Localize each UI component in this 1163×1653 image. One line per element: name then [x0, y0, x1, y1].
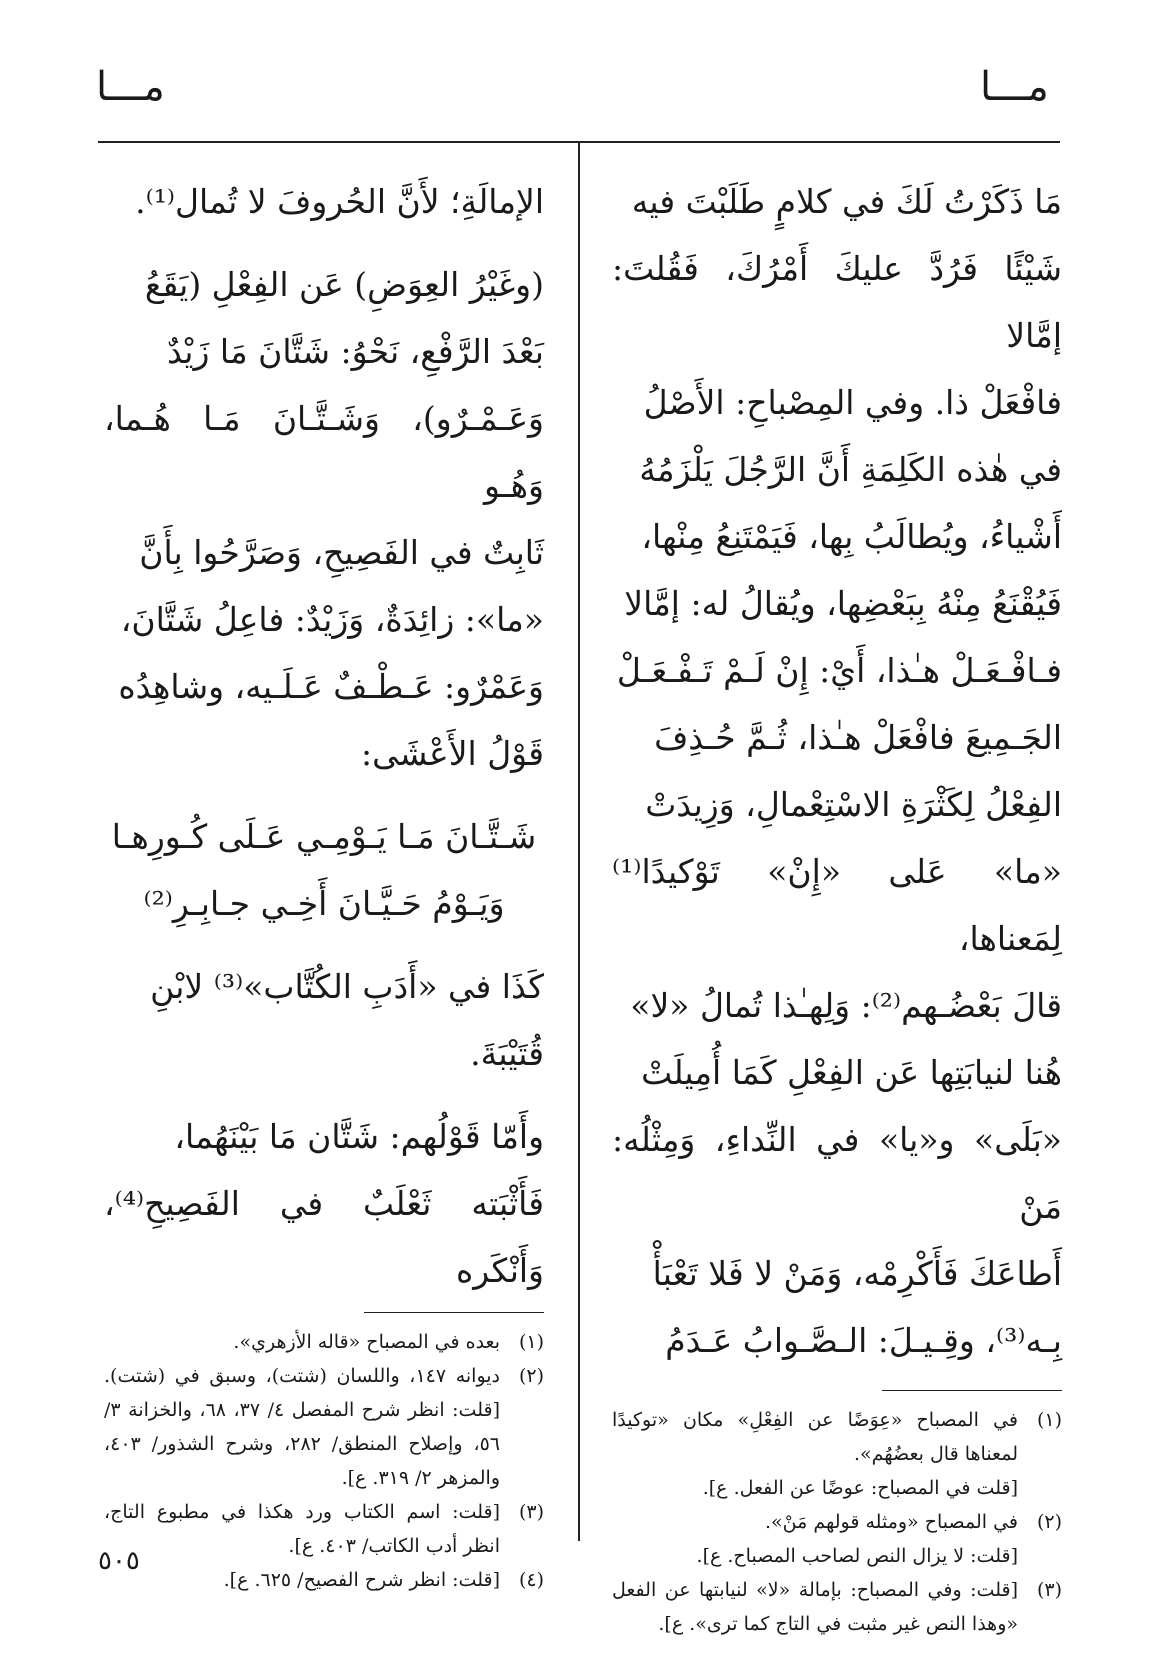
right-footnotes: [612, 1403, 1062, 1641]
text-line: «ما» عَلى «إِنْ» تَوْكيدًا⁽¹⁾ لِمَعناها،: [612, 852, 1062, 958]
text-line: أَشْياءُ، ويُطالَبُ بِها، فَيَمْتَنِعُ مِنْها،: [641, 517, 1062, 556]
footnote: [612, 1403, 1062, 1471]
footnote-rule: [882, 1390, 1062, 1391]
left-footnotes: [104, 1325, 544, 1597]
text-line: قُتَيْبَةَ.: [470, 1034, 544, 1073]
text-line: فَيُقْنَعُ مِنْهُ بِبَعْضِها، ويُقالُ له: إمَّالا: [624, 584, 1062, 623]
footnote-number: (٢): [518, 1365, 544, 1387]
footnote-text: [قلت في المصباح: عوضًا عن الفعل. ع].: [702, 1477, 1018, 1499]
text-line: الفِعْلُ لِكَثْرَةِ الاسْتِعْمالِ، وَزِيدَتْ: [645, 785, 1062, 824]
footnote-text: [قلت: وفي المصباح: بإمالة «لا» لنيابتها عن الفعل «وهذا النص غير مثبت في التاج كما ترى». ع].: [612, 1579, 1018, 1635]
footnote-number: [1018, 1539, 1062, 1573]
footnote-text: بعده في المصباح «قاله الأزهري».: [233, 1331, 500, 1353]
footnote-text: في المصباح «عِوَضًا عن الفِعْلِ» مكان «توكيدًا لمعناها قال بعضُهُم».: [612, 1409, 1018, 1465]
text-line: فَأَثْبَته ثَعْلَبٌ في الفَصِيحِ⁽⁴⁾، وَأَنْكَره: [104, 1184, 544, 1290]
footnote-number: (٣): [518, 1501, 544, 1523]
column-divider: [578, 141, 580, 1541]
footnote: [104, 1325, 544, 1359]
page-number: ٥٠٥: [98, 1546, 140, 1576]
text-line: هُنا لنيابَتِها عَن الفِعْلِ كَمَا أُمِيلَتْ: [641, 1053, 1062, 1092]
text-line: وَعَـمْـرٌو)، وَشَـتَّـانَ مَـا هُـما، وَهُـو: [104, 399, 544, 505]
text-line: ثَابِتٌ في الفَصِيحِ، وَصَرَّحُوا بِأَنَّ: [139, 533, 544, 572]
running-header-left: مـــا: [96, 64, 165, 110]
footnote: [104, 1495, 544, 1563]
text-line: في هٰذه الكَلِمَةِ أَنَّ الرَّجُلَ يَلْزَمُهُ: [639, 450, 1062, 489]
footnote: [104, 1359, 544, 1495]
verse-line: وَيَـوْمُ حَـيَّـانَ أَخِـي جـابِـرِ⁽²⁾: [143, 884, 505, 923]
text-line: قالَ بَعْضُـهم⁽²⁾: وَلِهـٰذا تُمالُ «لا»: [630, 986, 1062, 1025]
text-line: الجَـمِيعَ فافْعَلْ هـٰذا، ثُـمَّ حُـذِفَ: [654, 718, 1062, 757]
text-line: بِـه⁽³⁾، وقِـيـلَ: الـصَّـوابُ عَـدَمُ: [665, 1321, 1062, 1360]
right-column-text: [612, 168, 1062, 1374]
text-line: وَعَمْرٌو: عَـطْـفٌ عَـلَـيه، وشاهِدُه: [118, 667, 544, 706]
footnote: [104, 1563, 544, 1597]
text-line: فـافْـعَـلْ هـٰذا، أَيْ: إِنْ لَـمْ تَـفْـعَـلْ: [616, 651, 1062, 690]
footnote-text: [قلت: انظر شرح الفصيح/ ٦٢٥. ع].: [223, 1569, 500, 1591]
text-line: وأَمّا قَوْلُهم: شَتَّان مَا بَيْنَهُما،: [174, 1117, 544, 1156]
text-line: أَطاعَكَ فَأَكْرِمْه، وَمَنْ لا فَلا تَعْبَأْ: [652, 1254, 1062, 1293]
text-line: الإمالَةِ؛ لأَنَّ الحُروفَ لا تُمال⁽¹⁾.: [135, 182, 544, 221]
text-line: قَوْلُ الأَعْشَى:: [360, 734, 544, 773]
text-line: «بَلَى» و«يا» في النِّداءِ، وَمِثْلُه: مَنْ: [612, 1120, 1062, 1226]
running-header-right: مـــا: [980, 64, 1049, 110]
text-line: كَذَا في «أَدَبِ الكُتَّاب»⁽³⁾ لابْنِ: [150, 967, 544, 1006]
footnote: [612, 1539, 1062, 1573]
footnote-number: [1018, 1471, 1062, 1505]
footnote-number: (٤): [518, 1569, 544, 1591]
footnote-number: (٢): [1036, 1511, 1062, 1533]
footnote-text: [قلت: اسم الكتاب ورد هكذا في مطبوع التاج، انظر أدب الكاتب/ ٤٠٣. ع].: [104, 1501, 500, 1557]
text-line: فافْعَلْ ذا. وفي المِصْباحِ: الأَصْلُ: [643, 383, 1062, 422]
footnote-text: ديوانه ١٤٧، واللسان (شتت)، وسبق في (شتت). [قلت: انظر شرح المفصل ٤/ ٣٧، ٦٨، والخزانة ٣/ ٥٦، وإصلاح المنطق/ ٢٨٢، وشرح الشذور/ ٤٠٣، والمزهر ٢/ ٣١٩. ع].: [104, 1365, 501, 1489]
left-column-text: [104, 168, 544, 1304]
footnote: [612, 1471, 1062, 1505]
footnote-rule: [364, 1312, 544, 1313]
text-line: شَيْئًا فَرُدَّ عليكَ أَمْرُكَ، فَقُلتَ: إمَّالا: [612, 249, 1062, 355]
footnote-text: في المصباح «ومثله قولهم مَنْ».: [765, 1511, 1018, 1533]
footnote-number: (١): [1036, 1409, 1062, 1431]
text-line: مَا ذَكَرْتُ لَكَ في كلامٍ طَلَبْتَ فيه: [631, 182, 1062, 221]
footnote-number: (٣): [1036, 1579, 1062, 1601]
text-line: «ما»: زائِدَةٌ، وَزَيْدٌ: فاعِلُ شَتَّانَ،: [120, 600, 544, 639]
text-line: (وغَيْرُ العِوَضِ) عَن الفِعْلِ (يَقَعُ: [144, 265, 544, 304]
text-line: بَعْدَ الرَّفْعِ، نَحْوُ: شَتَّانَ مَا زَيْدٌ: [166, 332, 544, 371]
footnote: [612, 1505, 1062, 1539]
footnote: [612, 1573, 1062, 1641]
verse-line: شَـتَّـانَ مَـا يَـوْمِـي عَـلَى كُـورِهـا: [111, 817, 537, 856]
footnote-number: (١): [518, 1331, 544, 1353]
right-column: [612, 168, 1062, 1641]
footnote-text: [قلت: لا يزال النص لصاحب المصباح. ع].: [696, 1545, 1018, 1567]
left-column: [104, 168, 544, 1597]
